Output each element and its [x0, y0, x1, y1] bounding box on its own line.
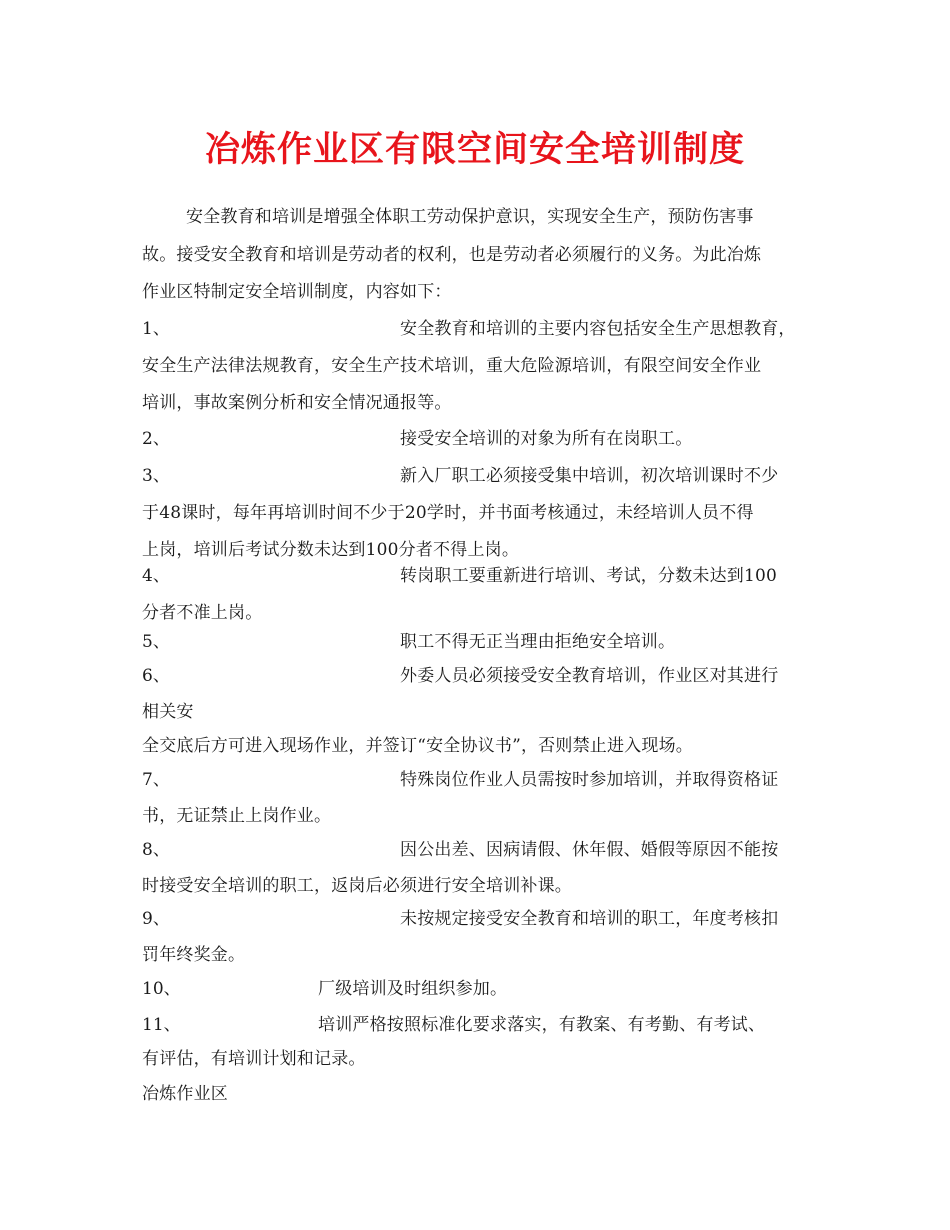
- item-first-line: 职工不得无正当理由拒绝安全培训。: [400, 632, 676, 652]
- item-number: 3、: [142, 466, 170, 486]
- item-first-line: 特殊岗位作业人员需按时参加培训，并取得资格证: [400, 770, 779, 790]
- item-first-line: 因公出差、因病请假、休年假、婚假等原因不能按: [400, 840, 779, 860]
- item-continuation-line: 书，无证禁止上岗作业。: [142, 806, 332, 826]
- item-number: 5、: [142, 632, 170, 652]
- item-first-line: 转岗职工要重新进行培训、考试，分数未达到100: [400, 566, 778, 586]
- item-number: 8、: [142, 840, 170, 860]
- intro-line-1: 安全教育和培训是增强全体职工劳动保护意识，实现安全生产，预防伤害事: [186, 207, 754, 227]
- item-number: 9、: [142, 909, 170, 929]
- item-continuation-line: 相关安: [142, 702, 194, 722]
- item-continuation-line: 安全生产法律法规教育，安全生产技术培训，重大危险源培训，有限空间安全作业: [142, 356, 762, 376]
- item-number: 10、: [142, 979, 181, 999]
- intro-line-3: 作业区特制定安全培训制度，内容如下：: [142, 282, 452, 302]
- item-first-line: 外委人员必须接受安全教育培训，作业区对其进行: [400, 666, 779, 686]
- signature: 冶炼作业区: [142, 1084, 228, 1104]
- item-number: 2、: [142, 429, 170, 449]
- intro-line-2: 故。接受安全教育和培训是劳动者的权利，也是劳动者必须履行的义务。为此冶炼: [142, 245, 762, 265]
- item-number: 4、: [142, 566, 170, 586]
- document-title: 冶炼作业区有限空间安全培训制度: [204, 129, 745, 170]
- item-number: 1、: [142, 319, 170, 339]
- item-number: 11、: [142, 1015, 181, 1035]
- item-continuation-line: 上岗，培训后考试分数未达到100分者不得上岗。: [142, 540, 520, 560]
- item-first-line: 接受安全培训的对象为所有在岗职工。: [400, 429, 693, 449]
- item-first-line: 厂级培训及时组织参加。: [318, 979, 508, 999]
- item-first-line: 未按规定接受安全教育和培训的职工，年度考核扣: [400, 909, 779, 929]
- item-continuation-line: 罚年终奖金。: [142, 945, 246, 965]
- item-continuation-line: 有评估，有培训计划和记录。: [142, 1049, 366, 1069]
- item-first-line: 新入厂职工必须接受集中培训，初次培训课时不少: [400, 466, 779, 486]
- item-number: 6、: [142, 666, 170, 686]
- item-first-line: 安全教育和培训的主要内容包括安全生产思想教育，: [400, 319, 796, 339]
- item-continuation-line: 培训，事故案例分析和安全情况通报等。: [142, 393, 452, 413]
- item-continuation-line: 于48课时，每年再培训时间不少于20学时，并书面考核通过，未经培训人员不得: [142, 503, 754, 523]
- item-continuation-line: 分者不准上岗。: [142, 603, 263, 623]
- item-continuation-line: 全交底后方可进入现场作业，并签订“安全协议书”，否则禁止进入现场。: [142, 736, 693, 756]
- item-number: 7、: [142, 770, 170, 790]
- item-continuation-line: 时接受安全培训的职工，返岗后必须进行安全培训补课。: [142, 876, 572, 896]
- item-first-line: 培训严格按照标准化要求落实，有教案、有考勤、有考试、: [318, 1015, 766, 1035]
